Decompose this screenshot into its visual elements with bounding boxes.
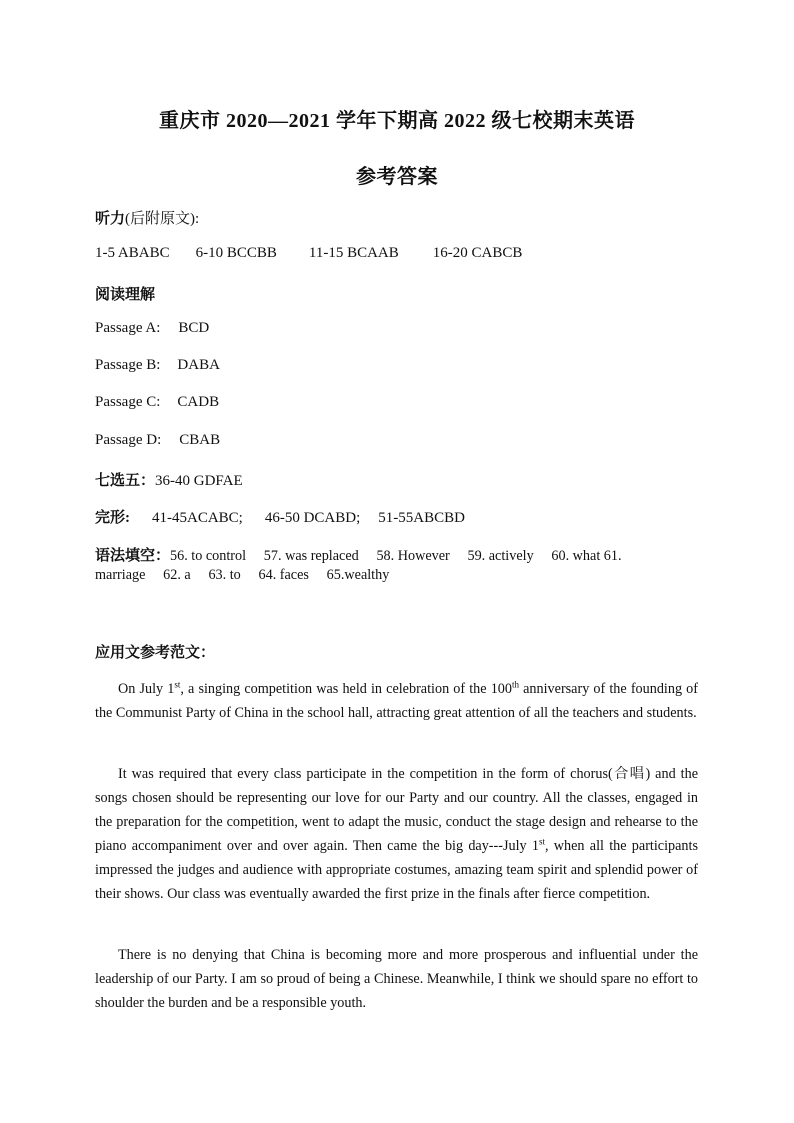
cloze-group: 41-45ACABC; [152, 510, 243, 526]
essay-heading: 应用文参考范文： [95, 645, 216, 661]
document-title: 重庆市 2020—2021 学年下期高 2022 级七校期末英语 [159, 110, 635, 132]
passage-row [95, 320, 209, 337]
seven-choose-five-row [95, 469, 243, 490]
passage-answer: DABA [177, 357, 220, 373]
passage-row [95, 394, 219, 411]
passage-row [95, 432, 220, 449]
grammar-answers-line2: marriage 62. a 63. to 64. faces 65.wealthy [95, 567, 390, 583]
passage-row [95, 357, 220, 374]
listening-group: 11-15 BCAAB [308, 245, 399, 261]
grammar-label: 语法填空： [95, 548, 171, 564]
essay-paragraph: On July 1st, a singing competition was held in celebration of the 100th anniversary of the founding of the Communist Party of China in the school hall, attracting great attention of all the teachers and students. [95, 679, 698, 721]
seven-choose-five-answer: 36-40 GDFAE [155, 473, 243, 489]
passage-answer: CADB [177, 394, 220, 410]
listening-label: 听力 [95, 211, 126, 227]
seven-choose-five-label: 七选五： [95, 473, 156, 489]
listening-group: 1-5 ABABC [95, 245, 170, 261]
cloze-group: 46-50 DCABD; [264, 510, 361, 526]
listening-heading [95, 207, 199, 228]
cloze-group: 51-55ABCBD [378, 510, 465, 526]
listening-group: 6-10 BCCBB [195, 245, 277, 261]
passage-name: Passage A: [95, 320, 161, 336]
passage-answer: BCD [178, 320, 210, 336]
passage-name: Passage C: [95, 394, 161, 410]
document-subtitle: 参考答案 [356, 166, 438, 188]
listening-answers [95, 245, 522, 262]
cloze-label: 完形: [95, 510, 130, 526]
passage-answer: CBAB [179, 432, 221, 448]
grammar-answers-line1: 56. to control 57. was replaced 58. However 59. actively 60. what 61. [170, 548, 622, 564]
passage-name: Passage D: [95, 432, 162, 448]
cloze-row [95, 506, 465, 527]
passage-name: Passage B: [95, 357, 161, 373]
listening-note: (后附原文): [125, 211, 200, 227]
essay-paragraph: There is no denying that China is becoming more and more prosperous and influential under the leadership of our Party. I am so proud of being a Chinese. Meanwhile, I think we should spare no effort to shoulder the burden and be a responsible youth. [95, 947, 698, 1011]
essay-paragraph: It was required that every class participate in the competition in the form of chorus(合唱) and the songs chosen should be representing our love for our Party and our country. All the classes, engaged in the preparation for the competition, went to adapt the music, conduct the stage design and rehearse to the piano accompaniment over and over again. Then came the big day---July 1st, when all the participants impressed the judges and audience with appropriate costumes, amazing team spirit and splendid power of their shows. Our class was eventually awarded the first prize in the finals after fierce competition. [95, 766, 698, 902]
listening-group: 16-20 CABCB [432, 245, 523, 261]
reading-heading: 阅读理解 [95, 287, 156, 303]
grammar-row [95, 544, 622, 565]
